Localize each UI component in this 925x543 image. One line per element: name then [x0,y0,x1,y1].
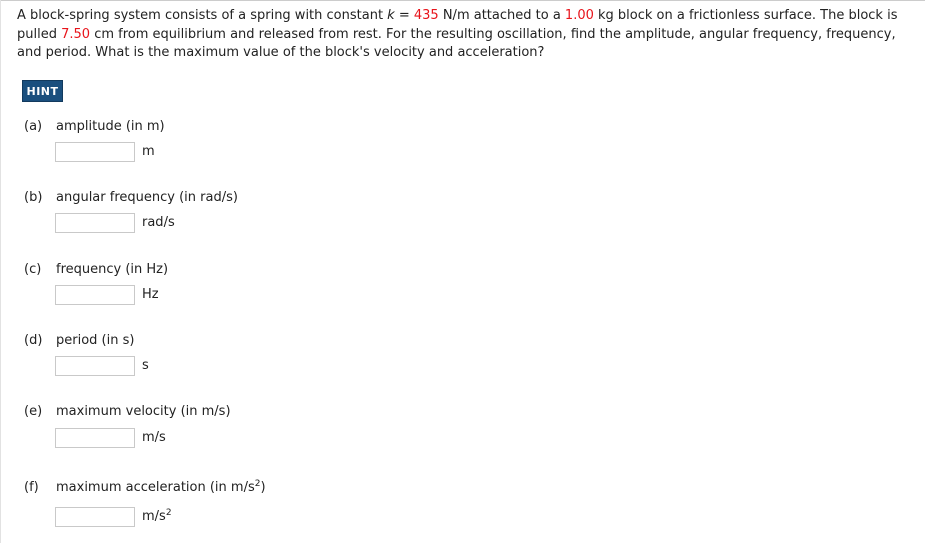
question-text-part: cm from equilibrium and released from rest. For the resulting oscillation, find the amplitude, angular frequency, frequency, and period. What is the maximum value of the block's velocity and acceleration? [17,26,896,60]
part-c-label [24,262,168,278]
part-prompt: angular frequency (in rad/s) [56,190,238,205]
question-text-part: kg block on a frictionless surface. The block is pulled [17,8,898,42]
superscript: 2 [165,508,172,518]
part-f-label [24,480,266,496]
unit-label: s [142,358,149,373]
part-c-answer [55,285,159,305]
part-letter: (f) [24,480,39,495]
part-prompt: amplitude (in m) [56,119,165,134]
part-prompt-text: maximum acceleration (in m/s [56,480,255,495]
part-d-label [24,333,134,349]
question-text [17,7,917,63]
displacement-value: 7.50 [61,26,91,42]
max-acceleration-input[interactable] [55,507,135,527]
part-letter: (e) [24,404,43,419]
unit-label [142,509,172,525]
part-b-label [24,190,238,206]
amplitude-input[interactable] [55,142,135,162]
unit-label: rad/s [142,215,175,230]
angular-frequency-input[interactable] [55,213,135,233]
question-text-part: A block-spring system consists of a spring with constant [17,8,388,23]
part-d-answer [55,356,149,376]
part-f-answer [55,507,172,527]
spring-constant-symbol: k [387,8,395,23]
mass-value: 1.00 [564,8,594,23]
part-letter: (d) [24,333,43,348]
part-b-answer [55,213,175,233]
unit-label: m/s [142,430,166,445]
max-velocity-input[interactable] [55,428,135,448]
part-letter: (a) [24,119,43,134]
part-letter: (b) [24,190,43,205]
frequency-input[interactable] [55,285,135,305]
part-e-answer [55,428,166,448]
frame-left-border [0,0,1,543]
part-e-label [24,404,231,420]
frame-top-border [0,0,925,1]
unit-label: m [142,144,155,159]
part-a-answer [55,142,155,162]
unit-label: Hz [142,287,159,302]
spring-constant-value: 435 [413,8,439,23]
period-input[interactable] [55,356,135,376]
part-letter: (c) [24,262,42,277]
part-prompt [56,480,266,496]
part-a-label [24,119,165,135]
part-prompt-text: ) [260,480,266,495]
part-prompt: period (in s) [56,333,135,348]
unit-text: m/s [142,509,166,524]
part-prompt: maximum velocity (in m/s) [56,404,231,419]
hint-button[interactable]: HINT [22,80,63,102]
question-text-part: N/m attached to a [438,8,565,23]
part-prompt: frequency (in Hz) [56,262,169,277]
question-text-part: = [394,8,414,23]
superscript: 2 [254,479,261,489]
